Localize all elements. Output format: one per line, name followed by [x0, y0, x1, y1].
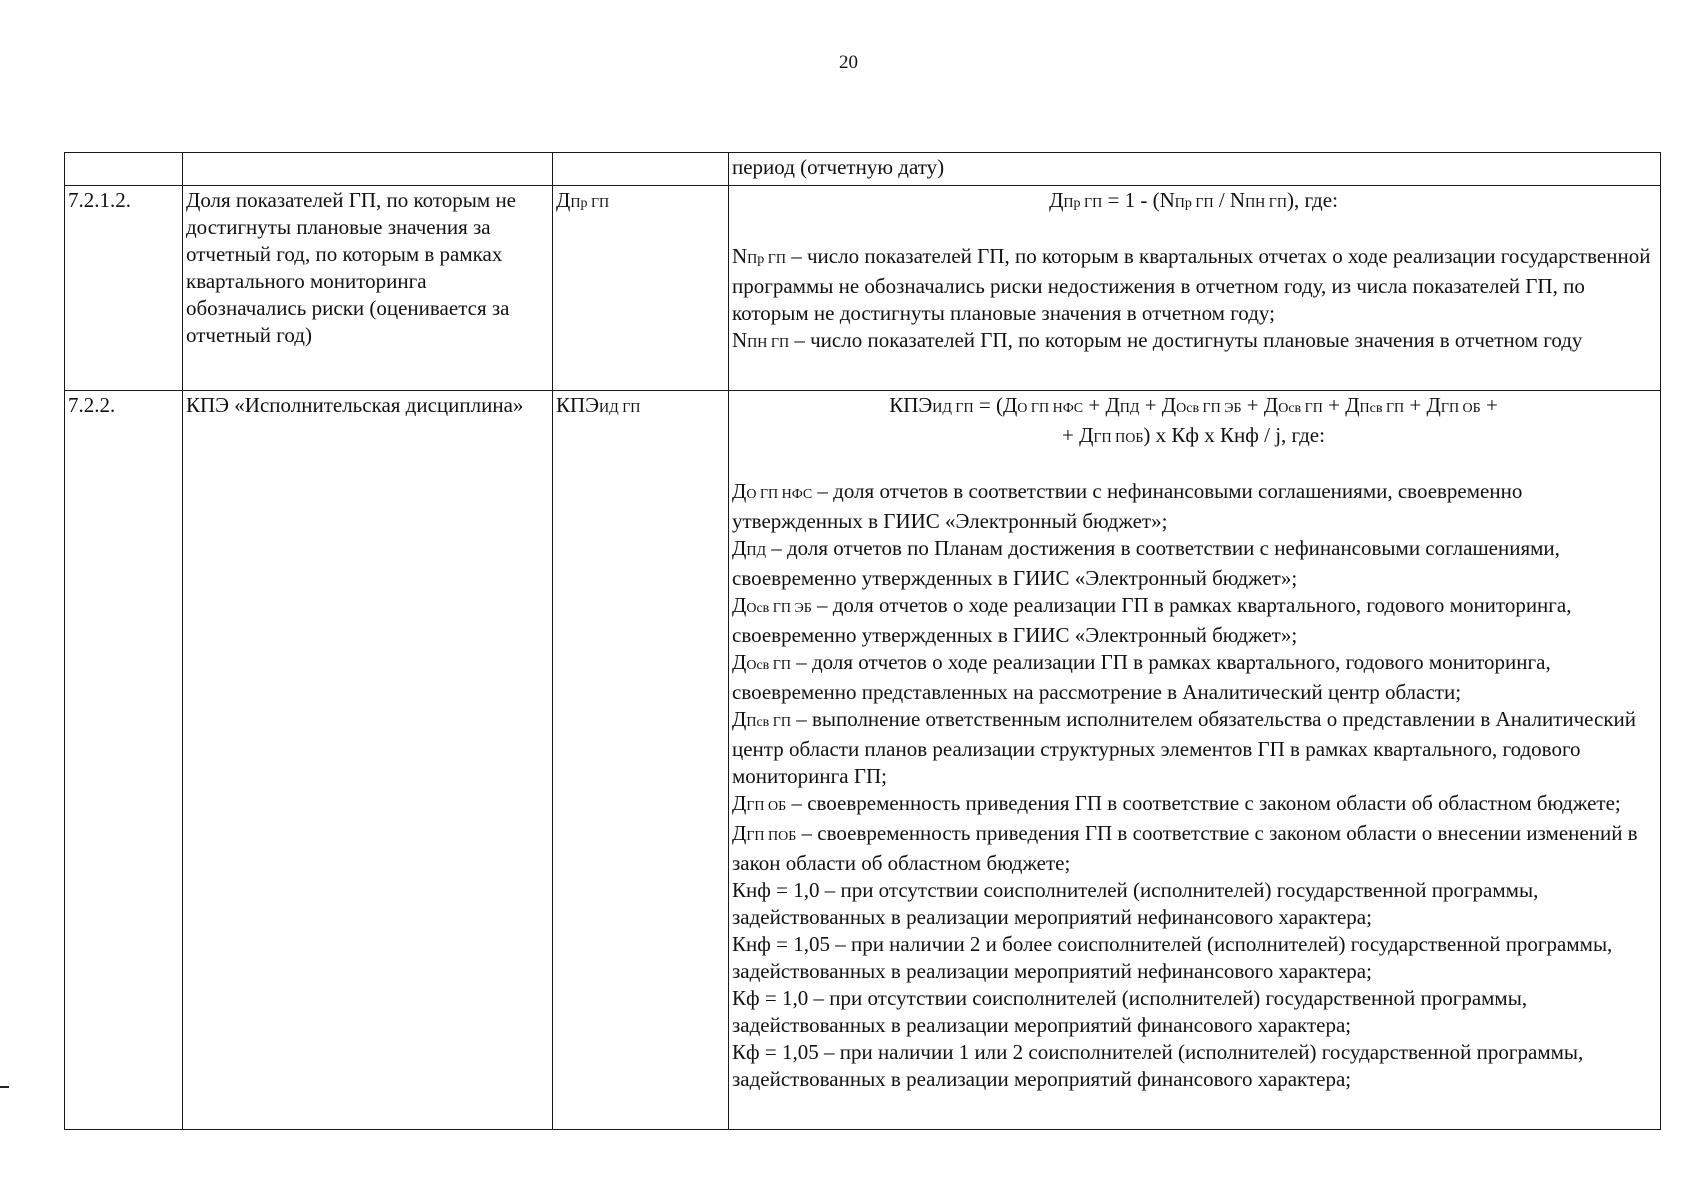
definition-item	[732, 327, 1655, 357]
definition-symbol: Кф = 1,05	[732, 1040, 819, 1064]
definition-symbol: Кнф = 1,05	[732, 932, 830, 956]
indicators-table	[64, 152, 1661, 1130]
definition-symbol: Д	[732, 593, 747, 617]
definition-text: – доля отчетов о ходе реализации ГП в рамках квартального, годового мониторинга, своевременно представленных на рассмотрение в Аналитический центр области;	[732, 650, 1551, 704]
cell-code: 7.2.1.2.	[65, 186, 183, 391]
formula-subscript: О ГП НФС	[1017, 401, 1084, 416]
definition-item	[732, 877, 1655, 931]
definition-subscript: ГП ОБ	[746, 799, 787, 814]
definition-item	[732, 931, 1655, 985]
cell-description: период (отчетную дату)	[729, 153, 1661, 186]
definition-symbol: Кф = 1,0	[732, 986, 809, 1010]
definition-symbol: Кнф = 1,0	[732, 878, 820, 902]
definition-symbol: Д	[732, 707, 747, 731]
table-row	[65, 153, 1661, 186]
definition-text: – при наличии 1 или 2 соисполнителей (исполнителей) государственной программы, задействованных в реализации мероприятий финансового характера;	[732, 1040, 1584, 1091]
formula-subscript: ГП ОБ	[1440, 401, 1481, 416]
definition-item	[732, 1039, 1655, 1093]
formula-part: + Д	[1322, 393, 1360, 417]
formula-part: + Д	[1241, 393, 1279, 417]
formula-subscript: ИД ГП	[932, 401, 974, 416]
formula-part: Д	[1049, 188, 1064, 212]
cell-code	[65, 153, 183, 186]
definition-symbol: N	[732, 328, 748, 352]
definition-text: – при отсутствии соисполнителей (исполнителей) государственной программы, задействованных в реализации мероприятий нефинансового характера;	[732, 878, 1539, 929]
formula-part: ), где:	[1287, 188, 1338, 212]
symbol-subscript: ИД ГП	[599, 401, 641, 416]
definition-item	[732, 706, 1655, 790]
cell-symbol	[553, 153, 729, 186]
formula-part: +	[1480, 393, 1498, 417]
definition-text: – число показателей ГП, по которым не достигнуты плановые значения в отчетном году	[789, 328, 1583, 352]
definition-text: – доля отчетов по Планам достижения в соответствии с нефинансовыми соглашениями, своевременно утвержденных в ГИИС «Электронный бюджет»;	[732, 536, 1560, 590]
table-row	[65, 391, 1661, 1130]
symbol-base: Д	[556, 188, 571, 212]
definition-item	[732, 592, 1655, 649]
definition-text: – при отсутствии соисполнителей (исполнителей) государственной программы, задействованных в реализации мероприятий финансового характера;	[732, 986, 1528, 1037]
definition-item	[732, 243, 1655, 327]
definition-symbol: Д	[732, 650, 747, 674]
definition-subscript: Пр ГП	[747, 252, 786, 267]
cell-symbol	[553, 391, 729, 1130]
formula-part: КПЭ	[889, 393, 933, 417]
formula-subscript: ПН ГП	[1245, 196, 1287, 211]
cell-name: Доля показателей ГП, по которым не достигнуты плановые значения за отчетный год, по которым в рамках квартального мониторинга обозначались риски (оценивается за отчетный год)	[183, 186, 553, 391]
definition-symbol: Д	[732, 536, 747, 560]
formula-subscript: Пр ГП	[1174, 196, 1214, 211]
cell-name	[183, 153, 553, 186]
symbol-base: КПЭ	[556, 393, 600, 417]
definition-subscript: ПД	[746, 544, 766, 559]
formula	[732, 187, 1655, 217]
cell-code: 7.2.2.	[65, 391, 183, 1130]
definition-item	[732, 820, 1655, 877]
formula-subscript: Осв ГП	[1278, 401, 1323, 416]
definition-item	[732, 649, 1655, 706]
definition-subscript: О ГП НФС	[746, 487, 813, 502]
definition-item	[732, 790, 1655, 820]
formula-subscript: ГП ПОБ	[1093, 431, 1144, 446]
definition-text: – своевременность приведения ГП в соответствие с законом области об областном бюджете;	[786, 791, 1621, 815]
formula-line	[732, 392, 1655, 422]
definition-text: – число показателей ГП, по которым в квартальных отчетах о ходе реализации государственной программы не обозначались риски недостижения в отчетном году, из числа показателей ГП, по которым не достигнуты плановые значения в отчетном году;	[732, 244, 1651, 325]
table-row	[65, 186, 1661, 391]
margin-mark	[0, 1086, 9, 1088]
definition-text: – своевременность приведения ГП в соответствие с законом области о внесении изменений в закон области об областном бюджете;	[732, 821, 1638, 875]
page-number: 20	[839, 52, 858, 73]
definition-text: – выполнение ответственным исполнителем обязательства о представлении в Аналитический центр области планов реализации структурных элементов ГП в рамках квартального, годового мониторинга ГП;	[732, 707, 1637, 788]
formula-part: + Д	[1062, 423, 1094, 447]
formula-subscript: Псв ГП	[1359, 401, 1405, 416]
formula-part: + Д	[1139, 393, 1177, 417]
formula-part: = (Д	[973, 393, 1018, 417]
formula-part: + Д	[1083, 393, 1120, 417]
definition-subscript: Осв ГП	[746, 658, 791, 673]
formula-part: ) x Кф x Кнф / j, где:	[1143, 423, 1325, 447]
definition-subscript: Осв ГП ЭБ	[746, 601, 812, 616]
definition-subscript: ГП ПОБ	[746, 829, 797, 844]
definition-item	[732, 535, 1655, 592]
definition-subscript: Псв ГП	[746, 715, 791, 730]
symbol-subscript: Пр ГП	[570, 196, 610, 211]
cell-description	[729, 186, 1661, 391]
definition-item	[732, 478, 1655, 535]
definitions-list	[732, 243, 1655, 357]
definition-item	[732, 985, 1655, 1039]
formula-line	[732, 422, 1655, 452]
cell-symbol	[553, 186, 729, 391]
definition-symbol: Д	[732, 479, 747, 503]
definition-symbol: Д	[732, 791, 747, 815]
definitions-list	[732, 478, 1655, 1093]
definition-symbol: N	[732, 244, 748, 268]
cell-name: КПЭ «Исполнительская дисциплина»	[183, 391, 553, 1130]
formula-subscript: ПД	[1119, 401, 1140, 416]
formula-part: + Д	[1404, 393, 1441, 417]
formula-part: = 1 - (N	[1102, 188, 1175, 212]
definition-subscript: ПН ГП	[747, 336, 790, 351]
definition-text: – при наличии 2 и более соисполнителей (исполнителей) государственной программы, задействованных в реализации мероприятий нефинансового характера;	[732, 932, 1613, 983]
definition-text: – доля отчетов о ходе реализации ГП в рамках квартального, годового мониторинга, своевременно утвержденных в ГИИС «Электронный бюджет»;	[732, 593, 1572, 647]
definition-text: – доля отчетов в соответствии с нефинансовыми соглашениями, своевременно утвержденных в ГИИС «Электронный бюджет»;	[732, 479, 1523, 533]
formula-part: / N	[1213, 188, 1246, 212]
formula-subscript: Пр ГП	[1063, 196, 1103, 211]
definition-symbol: Д	[732, 821, 747, 845]
cell-description	[729, 391, 1661, 1130]
formula-subscript: Осв ГП ЭБ	[1176, 401, 1242, 416]
